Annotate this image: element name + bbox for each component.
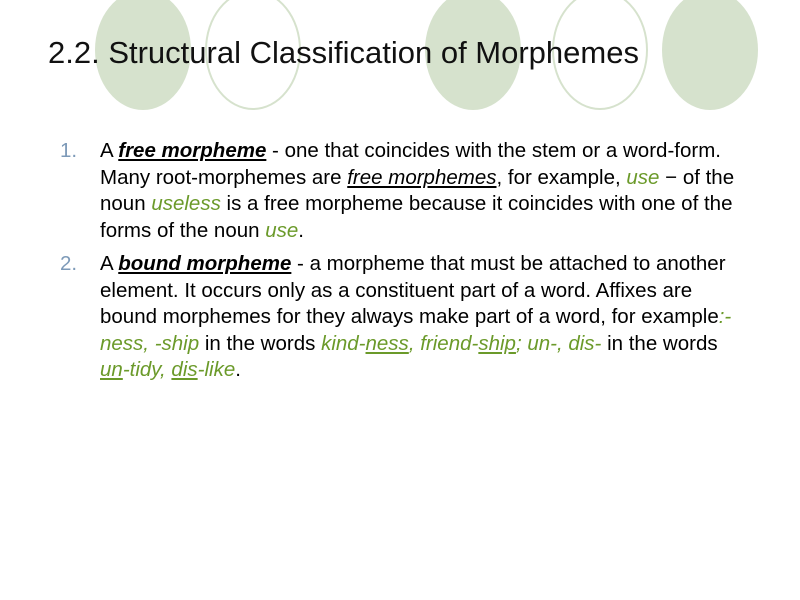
example-word: friend- xyxy=(420,331,479,355)
term-free-morphemes: free morphemes xyxy=(347,165,497,189)
list-number: 1. xyxy=(60,139,78,162)
example-word: use xyxy=(626,165,660,189)
text: − of the noun xyxy=(100,165,735,215)
list-item-bound-morpheme xyxy=(60,251,750,384)
list-item-free-morpheme xyxy=(60,138,750,244)
text: is a free morpheme because it coincides with one of the forms of the noun xyxy=(100,192,733,242)
example-word: useless xyxy=(151,192,221,215)
example-affix: un-, dis- xyxy=(521,331,602,355)
slide-title: 2.2. Structural Classification of Morphemes xyxy=(48,35,639,70)
example-affix: ship xyxy=(478,331,516,355)
list-number: 2. xyxy=(60,252,78,275)
text: - one that coincides with the stem or a word-form. Many root-morphemes are xyxy=(100,139,721,189)
example-affix: un xyxy=(100,358,123,381)
example-separator: , xyxy=(408,331,421,355)
decorative-circle-filled xyxy=(662,0,758,110)
term-bound-morpheme: bound morpheme xyxy=(118,252,292,275)
text: in the words xyxy=(199,331,322,355)
example-affix: ness xyxy=(365,331,409,355)
text: in the words xyxy=(601,331,718,355)
text: , for example, xyxy=(496,165,627,189)
text: . xyxy=(298,218,304,242)
definition-list xyxy=(60,138,750,391)
example-word: use xyxy=(265,218,299,242)
example-affix: dis xyxy=(171,358,198,381)
example-word: kind- xyxy=(321,331,366,355)
example-affix: :-ness, -ship xyxy=(100,305,732,355)
term-free-morpheme: free morpheme xyxy=(118,139,267,162)
text: A xyxy=(100,252,119,275)
example-separator: ; xyxy=(515,331,522,355)
text: - a morpheme that must be attached to another element. It occurs only as a constituent part of a word. Affixes are bound morphemes for they always make part of a word, for example xyxy=(100,252,726,328)
text: A xyxy=(100,139,119,162)
text: . xyxy=(235,358,241,381)
example-word: -tidy, xyxy=(122,358,172,381)
example-word: -like xyxy=(197,358,236,381)
